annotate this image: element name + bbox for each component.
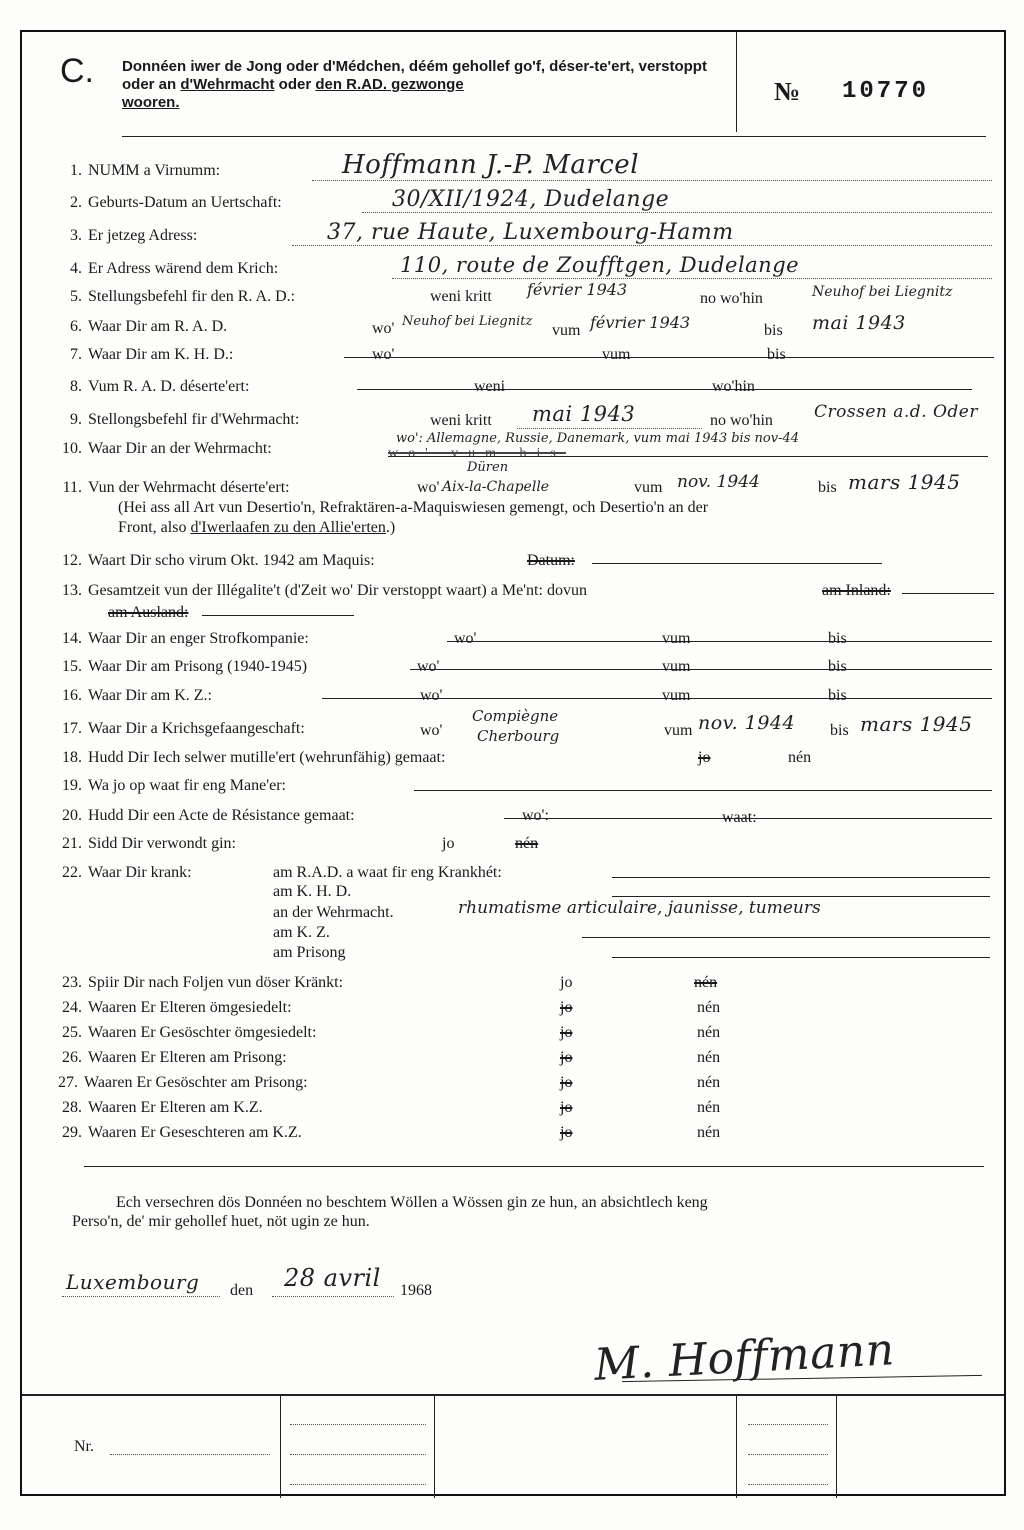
item-26-jo: jo (560, 1049, 573, 1066)
item-11-to: mars 1945 (848, 470, 961, 494)
item-11-wo: wo' (417, 479, 440, 496)
item-19-label: Wa jo op waat fir eng Mane'er: (88, 777, 286, 794)
item-5-place: Neuhof bei Liegnitz (812, 284, 953, 300)
form-sheet (20, 30, 1006, 1496)
item-24-label: Waaren Er Elteren ömgesiedelt: (88, 999, 292, 1016)
item-8-weni: weni (474, 378, 506, 395)
item-26-label: Waaren Er Elteren am Prisong: (88, 1049, 287, 1066)
item-21-label: Sidd Dir verwondt gin: (88, 835, 236, 852)
item-17-to: mars 1945 (860, 712, 973, 736)
item-11-note-2a: Front, also (118, 519, 191, 536)
footer-dotted-3a (748, 1424, 828, 1425)
item-11-vum: vum (634, 479, 663, 496)
item-7-strikeline (344, 357, 994, 358)
item-6-wo: wo' (372, 320, 395, 337)
item-6-place: Neuhof bei Liegnitz (402, 314, 533, 329)
item-10-strikeline (388, 456, 988, 457)
item-18-label: Hudd Dir Iech selwer mutille'ert (wehrunfähig) gemaat: (88, 749, 446, 766)
item-15-strikeline (410, 669, 992, 670)
footer-dotted-3b (748, 1454, 828, 1455)
item-11-from: nov. 1944 (677, 472, 760, 492)
item-23-jo: jo (560, 974, 573, 991)
declaration-year: 1968 (400, 1282, 432, 1299)
title-underlined-2: den R.AD. gezwonge (315, 76, 464, 93)
item-14-label: Waar Dir an enger Strofkompanie: (88, 630, 309, 647)
declaration-place: Luxembourg (66, 1270, 200, 1294)
item-6: 6. Waar Dir am R. A. D. (70, 318, 228, 335)
signature: M. Hoffmann (592, 1324, 896, 1391)
item-9-date: mai 1943 (532, 402, 636, 426)
item-14-strikeline (447, 641, 992, 642)
item-7-vum: vum (602, 346, 631, 363)
footer-nr-dotted (110, 1454, 270, 1455)
item-5-label: Stellungsbefehl fir den R. A. D.: (88, 288, 296, 305)
item-2-answer: 30/XII/1924, Dudelange (392, 187, 670, 212)
item-4-dotted-line (392, 278, 992, 279)
item-11-note-2 (118, 519, 395, 537)
item-11-note-2u: d'Iwerlaafen zu den Allie'erten (190, 519, 386, 536)
item-9-weni: weni kritt (430, 412, 492, 429)
item-10-label: Waar Dir an der Wehrmacht: (88, 440, 272, 457)
item-16-vum: vum (662, 687, 691, 704)
item-3-label: Er jetzeg Adress: (88, 227, 198, 244)
item-4-label: Er Adress wärend dem Krich: (88, 260, 279, 277)
item-5-nowohin: no wo'hin (700, 290, 763, 307)
footer-col-3 (736, 1394, 737, 1498)
item-25-jo: jo (560, 1024, 573, 1041)
item-7: 7. Waar Dir am K. H. D.: (70, 346, 234, 363)
item-13-ausland-line (202, 615, 354, 616)
footer-top-rule (22, 1394, 1004, 1396)
item-19: 19. Wa jo op waat fir eng Mane'er: (62, 777, 286, 794)
item-25-nen: nén (697, 1024, 721, 1041)
item-26: 26. Waaren Er Elteren am Prisong: (62, 1049, 287, 1066)
item-22-kz-line (582, 937, 990, 938)
item-13-inland: am Inland: (822, 582, 891, 599)
item-8-strikeline (357, 389, 972, 390)
item-17-wo: wo' (420, 722, 443, 739)
footer-col-1 (280, 1394, 281, 1498)
title-underlined-1: d'Wehrmacht (180, 76, 275, 93)
form-number: 10770 (842, 78, 930, 105)
item-15-bis: bis (828, 658, 847, 675)
header-divider (736, 32, 737, 132)
item-24-nen: nén (697, 999, 721, 1016)
item-11-bis: bis (818, 479, 837, 496)
item-28-jo: jo (560, 1099, 573, 1116)
item-25: 25. Waaren Er Gesöschter ömgesiedelt: (62, 1024, 317, 1041)
item-12-datum: Datum: (527, 552, 575, 569)
item-28-nen: nén (697, 1099, 721, 1116)
item-9: 9. Stellongsbefehl fir d'Wehrmacht: (70, 411, 300, 428)
item-7-wo: wo' (372, 346, 395, 363)
footer-col-2 (434, 1394, 435, 1498)
item-26-nen: nén (697, 1049, 721, 1066)
item-14: 14. Waar Dir an enger Strofkompanie: (62, 630, 309, 647)
item-16: 16. Waar Dir am K. Z.: (62, 687, 212, 704)
item-23-nen: nén (694, 974, 718, 991)
item-1-answer: Hoffmann J.-P. Marcel (342, 150, 640, 180)
section-letter: C. (60, 52, 94, 90)
title-mid: oder (274, 76, 316, 93)
item-27-nen: nén (697, 1074, 721, 1091)
item-11-label: Vun der Wehrmacht déserte'ert: (88, 479, 290, 496)
item-10: 10. Waar Dir an der Wehrmacht: (62, 440, 272, 457)
title-text: Donnéen iwer de Jong oder d'Médchen, déém gehollef go'f, déser-te'ert, verstoppt oder an (122, 58, 707, 93)
item-20-waat: waat: (722, 809, 757, 826)
item-9-place: Crossen a.d. Oder (814, 402, 978, 422)
item-1-dotted-line (312, 180, 992, 181)
item-22-prisong: am Prisong (273, 944, 346, 961)
declaration-rule (84, 1166, 984, 1167)
item-2-label: Geburts-Datum an Uertschaft: (88, 194, 282, 211)
item-12-line (592, 563, 882, 564)
item-7-label: Waar Dir am K. H. D.: (88, 346, 234, 363)
item-9-nowohin: no wo'hin (710, 412, 773, 429)
item-20: 20. Hudd Dir een Acte de Résistance gemaat: (62, 807, 355, 824)
item-2-dotted-line (362, 212, 992, 213)
item-13-label: Gesamtzeit vun der Illégalite't (d'Zeit wo' Dir verstoppt waart) a Me'nt: dovun (88, 582, 587, 599)
item-12-label: Waart Dir scho virum Okt. 1942 am Maquis: (88, 552, 375, 569)
item-5: 5. Stellungsbefehl fir den R. A. D.: (70, 288, 296, 305)
declaration-den: den (230, 1282, 254, 1299)
item-22-rad: am R.A.D. a waat fir eng Krankhét: (273, 864, 502, 881)
item-17-label: Waar Dir a Krichsgefaangeschaft: (88, 720, 305, 737)
item-25-label: Waaren Er Gesöschter ömgesiedelt: (88, 1024, 317, 1041)
item-11-note-2b: .) (385, 519, 396, 536)
item-24: 24. Waaren Er Elteren ömgesiedelt: (62, 999, 292, 1016)
item-8-wohin: wo'hin (712, 378, 755, 395)
item-1: 1. NUMM a Virnumm: (70, 162, 221, 179)
item-5-weni: weni kritt (430, 288, 492, 305)
item-22-rad-line (612, 877, 990, 878)
item-22-prisong-line (612, 957, 990, 958)
item-22-khd: am K. H. D. (273, 883, 352, 900)
item-11-place-top: Düren (467, 460, 509, 475)
item-11: 11. Vun der Wehrmacht déserte'ert: (62, 479, 290, 496)
item-23: 23. Spiir Dir nach Foljen vun döser Kränkt: (62, 974, 344, 991)
item-14-wo: wo' (454, 630, 477, 647)
item-16-bis: bis (828, 687, 847, 704)
declaration-line-1: Ech versechren dös Donnéen no beschtem Wöllen a Wössen gin ze hun, an absichtlech keng (116, 1194, 708, 1211)
footer-dotted-1c (290, 1484, 426, 1485)
item-22-kz: am K. Z. (273, 924, 330, 941)
footer-dotted-1b (290, 1454, 426, 1455)
item-21-jo: jo (442, 835, 455, 852)
item-21: 21. Sidd Dir verwondt gin: (62, 835, 236, 852)
item-4-answer: 110, route de Zoufftgen, Dudelange (400, 253, 800, 277)
item-12: 12. Waart Dir scho virum Okt. 1942 am Maquis: (62, 552, 375, 569)
item-11-place: Aix-la-Chapelle (442, 479, 550, 495)
item-8-label: Vum R. A. D. déserte'ert: (88, 378, 250, 395)
item-17-bis: bis (830, 722, 849, 739)
item-23-label: Spiir Dir nach Foljen vun döser Kränkt: (88, 974, 344, 991)
item-29-label: Waaren Er Geseschteren am K.Z. (88, 1124, 302, 1141)
item-24-jo: jo (560, 999, 573, 1016)
item-22-label: Waar Dir krank: (88, 864, 192, 881)
item-6-from: février 1943 (590, 313, 691, 332)
item-27-jo: jo (560, 1074, 573, 1091)
item-10-answer: wo': Allemagne, Russie, Danemark, vum mai 1943 bis nov-44 (396, 431, 799, 446)
item-6-label: Waar Dir am R. A. D. (88, 318, 228, 335)
item-18: 18. Hudd Dir Iech selwer mutille'ert (wehrunfähig) gemaat: (62, 749, 446, 766)
item-22-wehrmacht: an der Wehrmacht. (273, 904, 394, 921)
item-15: 15. Waar Dir am Prisong (1940-1945) (62, 658, 308, 675)
item-9-label: Stellongsbefehl fir d'Wehrmacht: (88, 411, 300, 428)
item-3-dotted-line (292, 245, 992, 246)
declaration-date: 28 avril (284, 1264, 381, 1292)
item-11-note-1: (Hei ass all Art vun Desertio'n, Refraktären-a-Maquiswiesen gemengt, och Desertio'n an der (118, 499, 709, 516)
item-14-bis: bis (828, 630, 847, 647)
item-27-label: Waaren Er Gesöschter am Prisong: (84, 1074, 308, 1091)
item-1-label: NUMM a Virnumm: (88, 162, 221, 179)
item-15-wo: wo' (417, 658, 440, 675)
item-17-vum: vum (664, 722, 693, 739)
number-sign: № (774, 77, 801, 106)
footer-dotted-3c (748, 1484, 828, 1485)
item-3: 3. Er jetzeg Adress: (70, 227, 198, 244)
item-28-label: Waaren Er Elteren am K.Z. (88, 1099, 263, 1116)
item-6-bis: bis (764, 322, 783, 339)
item-18-nen: nén (788, 749, 812, 766)
item-16-wo: wo' (420, 687, 443, 704)
item-6-to: mai 1943 (812, 312, 906, 334)
item-29-nen: nén (697, 1124, 721, 1141)
footer-col-4 (836, 1394, 837, 1498)
header-rule (122, 136, 986, 137)
item-29: 29. Waaren Er Geseschteren am K.Z. (62, 1124, 302, 1141)
form-title (122, 58, 722, 112)
item-20-label: Hudd Dir een Acte de Résistance gemaat: (88, 807, 355, 824)
item-15-label: Waar Dir am Prisong (1940-1945) (88, 658, 308, 675)
item-29-jo: jo (560, 1124, 573, 1141)
item-2: 2. Geburts-Datum an Uertschaft: (70, 194, 282, 211)
item-17-place-1: Compiègne (472, 707, 559, 725)
item-10-struck: wo' vum bis (388, 446, 566, 461)
item-3-answer: 37, rue Haute, Luxembourg-Hamm (327, 220, 734, 245)
item-17-from: nov. 1944 (698, 712, 796, 734)
item-13-ausland: am Ausland: (108, 604, 189, 621)
item-21-nen: nén (515, 835, 539, 852)
item-15-vum: vum (662, 658, 691, 675)
item-22: 22. Waar Dir krank: (62, 864, 192, 881)
item-6-vum: vum (552, 322, 581, 339)
item-16-label: Waar Dir am K. Z.: (88, 687, 212, 704)
item-18-jo: jo (698, 749, 711, 766)
item-5-date: février 1943 (527, 280, 628, 299)
footer-dotted-1a (290, 1424, 426, 1425)
item-4: 4. Er Adress wärend dem Krich: (70, 260, 279, 277)
date-dotted-line (272, 1296, 394, 1297)
item-14-vum: vum (662, 630, 691, 647)
item-22-khd-line (612, 896, 990, 897)
item-7-bis: bis (767, 346, 786, 363)
footer-nr: Nr. (74, 1438, 94, 1455)
title-end: wooren. (122, 94, 180, 111)
item-28: 28. Waaren Er Elteren am K.Z. (62, 1099, 263, 1116)
item-17-place-2: Cherbourg (477, 727, 560, 745)
item-17: 17. Waar Dir a Krichsgefaangeschaft: (62, 720, 305, 737)
item-19-line (414, 790, 992, 791)
item-22-wehrmacht-answer: rhumatisme articulaire, jaunisse, tumeurs (458, 898, 821, 918)
item-13-inland-line (902, 593, 994, 594)
declaration-line-2: Perso'n, de' mir gehollef huet, nöt ugin ze hun. (72, 1213, 370, 1230)
place-dotted-line (62, 1296, 220, 1297)
item-13: 13. Gesamtzeit vun der Illégalite't (d'Zeit wo' Dir verstoppt waart) a Me'nt: dovun (62, 582, 587, 599)
item-8: 8. Vum R. A. D. déserte'ert: (70, 378, 250, 395)
item-27: 27. Waaren Er Gesöschter am Prisong: (58, 1074, 308, 1091)
item-20-wo: wo': (522, 807, 549, 824)
item-9-dotted-line (517, 428, 702, 429)
